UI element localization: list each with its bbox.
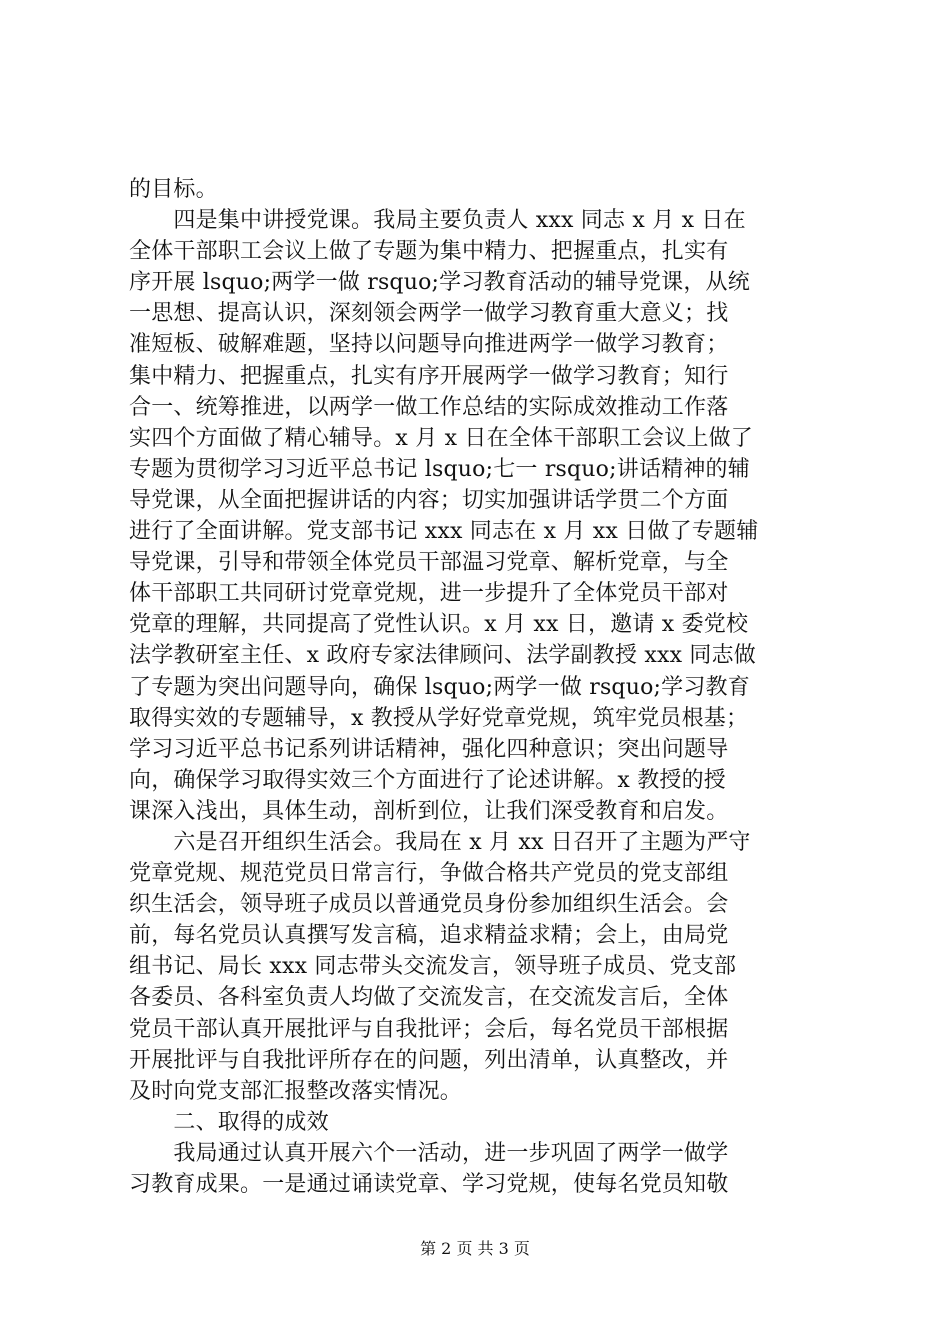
text-line: 准短板、破解难题，坚持以问题导向推进两学一做学习教育； bbox=[129, 332, 729, 358]
text-line: 学习习近平总书记系列讲话精神，强化四种意识；突出问题导 bbox=[129, 736, 729, 762]
text-line: 前，每名党员认真撰写发言稿，追求精益求精；会上，由局党 bbox=[129, 923, 729, 949]
page-number-footer: 第 2 页 共 3 页 bbox=[420, 1239, 530, 1258]
text-line: 法学教研室主任、x 政府专家法律顾问、法学副教授 xxx 同志做 bbox=[129, 643, 757, 669]
text-line: 各委员、各科室负责人均做了交流发言，在交流发言后，全体 bbox=[129, 985, 729, 1011]
text-line: 全体干部职工会议上做了专题为集中精力、把握重点，扎实有 bbox=[129, 239, 729, 265]
text-line: 及时向党支部汇报整改落实情况。 bbox=[129, 1078, 463, 1104]
text-line: 织生活会，领导班子成员以普通党员身份参加组织生活会。会 bbox=[129, 892, 729, 918]
text-line: 集中精力、把握重点，扎实有序开展两学一做学习教育；知行 bbox=[129, 363, 729, 389]
document-body bbox=[129, 174, 829, 1200]
text-line: 导党课，从全面把握讲话的内容；切实加强讲话学贯二个方面 bbox=[129, 487, 729, 513]
text-line: 课深入浅出，具体生动，剖析到位，让我们深受教育和启发。 bbox=[129, 798, 729, 824]
text-line: 导党课，引导和带领全体党员干部温习党章、解析党章，与全 bbox=[129, 550, 729, 576]
text-line: 党员干部认真开展批评与自我批评；会后，每名党员干部根据 bbox=[129, 1016, 729, 1042]
text-line: 六是召开组织生活会。我局在 x 月 xx 日召开了主题为严守 bbox=[129, 829, 751, 855]
text-line: 向，确保学习取得实效三个方面进行了论述讲解。x 教授的授 bbox=[129, 767, 727, 793]
text-line: 党章的理解，共同提高了党性认识。x 月 xx 日，邀请 x 委党校 bbox=[129, 612, 749, 638]
text-line: 序开展 lsquo;两学一做 rsquo;学习教育活动的辅导党课，从统 bbox=[129, 270, 750, 296]
section-heading: 二、取得的成效 bbox=[129, 1109, 329, 1135]
text-line: 开展批评与自我批评所存在的问题，列出清单，认真整改，并 bbox=[129, 1047, 729, 1073]
text-line: 实四个方面做了精心辅导。x 月 x 日在全体干部职工会议上做了 bbox=[129, 425, 753, 451]
text-line: 党章党规、规范党员日常言行，争做合格共产党员的党支部组 bbox=[129, 861, 729, 887]
text-line: 的目标。 bbox=[129, 177, 218, 202]
text-line: 进行了全面讲解。党支部书记 xxx 同志在 x 月 xx 日做了专题辅 bbox=[129, 519, 759, 545]
text-line: 专题为贯彻学习习近平总书记 lsquo;七一 rsquo;讲话精神的辅 bbox=[129, 456, 750, 482]
text-line: 习教育成果。一是通过诵读党章、学习党规，使每名党员知敬 bbox=[129, 1172, 729, 1197]
text-line: 一思想、提高认识，深刻领会两学一做学习教育重大意义；找 bbox=[129, 301, 729, 327]
text-line: 体干部职工共同研讨党章党规，进一步提升了全体党员干部对 bbox=[129, 581, 729, 607]
text-line: 组书记、局长 xxx 同志带头交流发言，领导班子成员、党支部 bbox=[129, 954, 737, 980]
text-line: 了专题为突出问题导向，确保 lsquo;两学一做 rsquo;学习教育 bbox=[129, 674, 750, 700]
text-line: 合一、统筹推进，以两学一做工作总结的实际成效推动工作落 bbox=[129, 394, 729, 420]
text-line: 四是集中讲授党课。我局主要负责人 xxx 同志 x 月 x 日在 bbox=[129, 208, 746, 234]
text-line: 我局通过认真开展六个一活动，进一步巩固了两学一做学 bbox=[129, 1140, 729, 1166]
text-line: 取得实效的专题辅导，x 教授从学好党章党规，筑牢党员根基； bbox=[129, 705, 749, 731]
